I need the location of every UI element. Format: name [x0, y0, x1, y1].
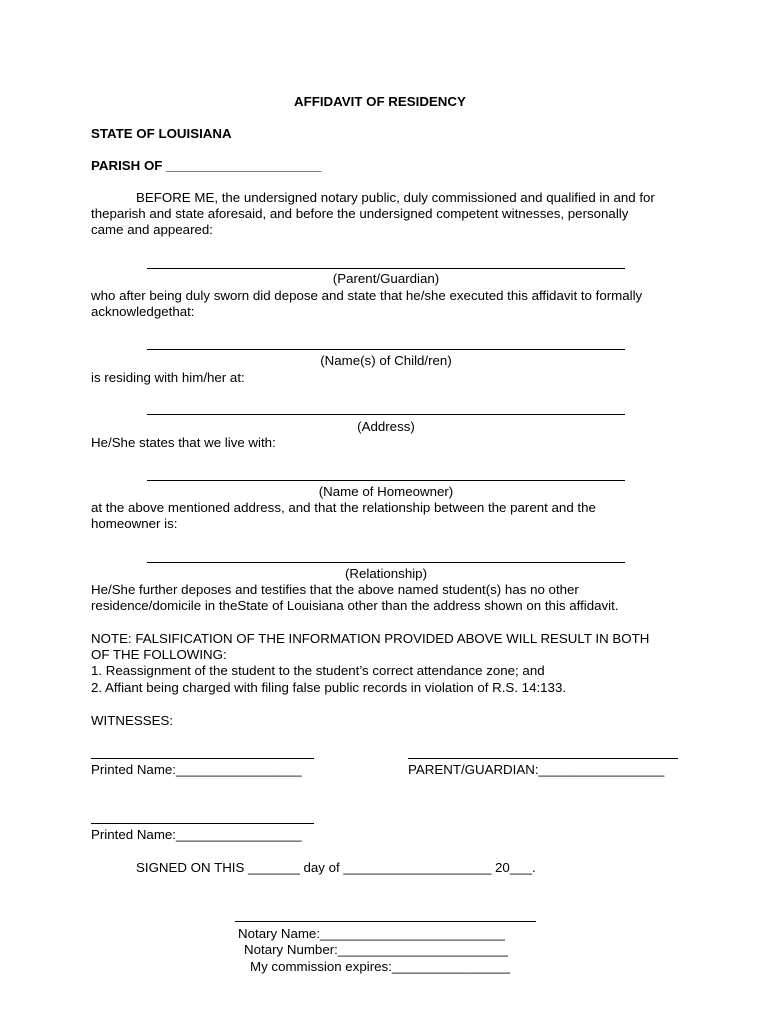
parent-guardian-final-signature-line[interactable]: [408, 758, 678, 759]
child-name-line[interactable]: [147, 349, 625, 350]
child-name-label: (Name(s) of Child/ren): [320, 353, 452, 368]
note-item-1: 1. Reassignment of the student to the student’s correct attendance zone; and: [91, 663, 545, 678]
address-text: He/She states that we live with:: [91, 435, 276, 450]
homeowner-label: (Name of Homeowner): [318, 484, 454, 499]
signed-date-line[interactable]: SIGNED ON THIS _______ day of ____________________ 20___.: [136, 860, 536, 875]
note-item-2: 2. Affiant being charged with filing false public records in violation of R.S. 14:133.: [91, 680, 567, 695]
relationship-text-line-1: He/She further deposes and testifies that the above named student(s) has no other: [91, 582, 579, 597]
relationship-label: (Relationship): [344, 566, 428, 581]
homeowner-text-line-2: homeowner is:: [91, 516, 178, 531]
address-line[interactable]: [147, 414, 625, 415]
parent-text-line-2: acknowledgethat:: [91, 304, 195, 319]
parent-text-line-1: who after being duly sworn did depose and state that he/she executed this affidavit to formally: [91, 288, 643, 303]
relationship-text-line-2: residence/domicile in theState of Louisiana other than the address shown on this affidavit.: [91, 598, 619, 613]
note-line-1: NOTE: FALSIFICATION OF THE INFORMATION PROVIDED ABOVE WILL RESULT IN BOTH: [91, 631, 650, 646]
homeowner-line[interactable]: [147, 480, 625, 481]
relationship-line[interactable]: [147, 562, 625, 563]
parent-guardian-signature-line[interactable]: [147, 268, 625, 269]
witness-2-printed-name[interactable]: Printed Name:_________________: [91, 827, 302, 842]
parent-guardian-label: (Parent/Guardian): [332, 271, 440, 286]
homeowner-text-line-1: at the above mentioned address, and that the relationship between the parent and the: [91, 500, 596, 515]
witnesses-heading: WITNESSES:: [91, 713, 174, 728]
note-line-2: OF THE FOLLOWING:: [91, 647, 227, 662]
notary-name[interactable]: Notary Name:_________________________: [238, 926, 505, 941]
intro-line-2: theparish and state aforesaid, and before the undersigned competent witnesses, personally: [91, 206, 629, 221]
notary-commission-expires[interactable]: My commission expires:________________: [250, 959, 511, 974]
child-text: is residing with him/her at:: [91, 370, 245, 385]
state-heading: STATE OF LOUISIANA: [91, 126, 232, 141]
intro-line-1: BEFORE ME, the undersigned notary public, duly commissioned and qualified in and for: [136, 190, 655, 205]
parent-guardian-printed[interactable]: PARENT/GUARDIAN:_________________: [408, 762, 665, 777]
notary-number[interactable]: Notary Number:_______________________: [244, 942, 508, 957]
address-label: (Address): [357, 419, 415, 434]
witness-1-printed-name[interactable]: Printed Name:_________________: [91, 762, 302, 777]
notary-signature-line[interactable]: [235, 921, 536, 922]
witness-2-signature-line[interactable]: [91, 823, 314, 824]
intro-line-3: came and appeared:: [91, 222, 213, 237]
document-title: AFFIDAVIT OF RESIDENCY: [294, 94, 466, 109]
parish-heading: PARISH OF _____________________: [91, 158, 322, 173]
witness-1-signature-line[interactable]: [91, 758, 314, 759]
